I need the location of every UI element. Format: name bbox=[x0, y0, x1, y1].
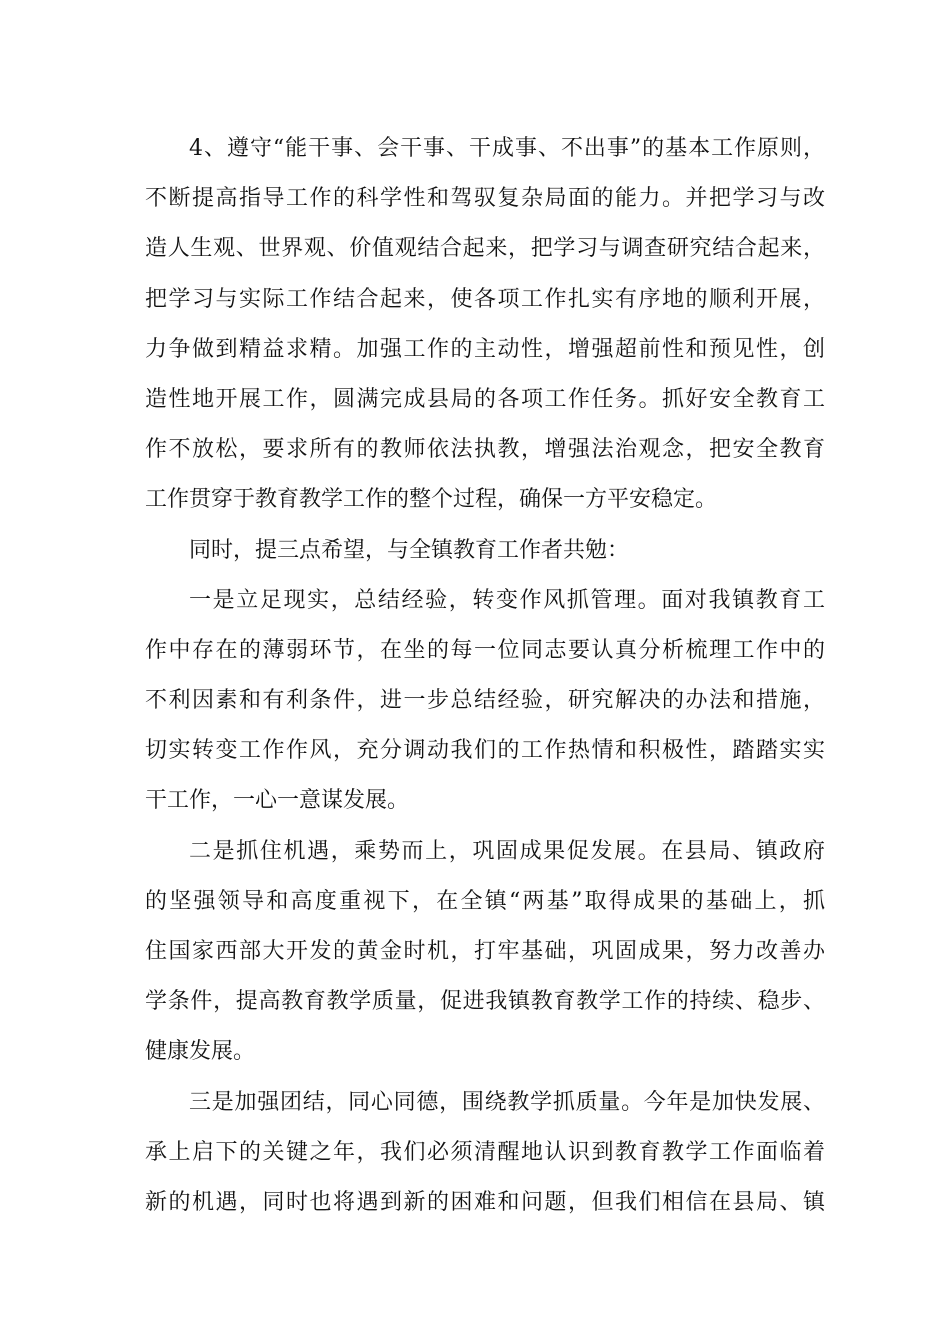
text-line: 三是加强团结，同心同德，围绕教学抓质量。今年是加快发展、 bbox=[189, 1089, 825, 1115]
text-line: 作中存在的薄弱环节，在坐的每一位同志要认真分析梳理工作中的 bbox=[145, 637, 825, 663]
text-line: 不断提高指导工作的科学性和驾驭复杂局面的能力。并把学习与改 bbox=[145, 186, 825, 212]
text-line: 力争做到精益求精。加强工作的主动性，增强超前性和预见性，创 bbox=[145, 336, 825, 362]
document-body bbox=[145, 124, 825, 1228]
text-line: 4、遵守“能干事、会干事、干成事、不出事”的基本工作原则， bbox=[189, 136, 825, 161]
text-line: 造性地开展工作，圆满完成县局的各项工作任务。抓好安全教育工 bbox=[145, 386, 825, 412]
text-line: 健康发展。 bbox=[145, 1039, 256, 1065]
text-line: 造人生观、世界观、价值观结合起来，把学习与调查研究结合起来， bbox=[145, 236, 825, 262]
text-line: 的坚强领导和高度重视下，在全镇“两基”取得成果的基础上，抓 bbox=[145, 888, 825, 914]
text-line: 二是抓住机遇，乘势而上，巩固成果促发展。在县局、镇政府 bbox=[189, 838, 825, 864]
text-line: 新的机遇，同时也将遇到新的困难和问题，但我们相信在县局、镇 bbox=[145, 1189, 825, 1215]
text-line: 作不放松，要求所有的教师依法执教，增强法治观念，把安全教育 bbox=[145, 437, 825, 463]
text-line: 不利因素和有利条件，进一步总结经验，研究解决的办法和措施， bbox=[145, 688, 825, 714]
text-line: 把学习与实际工作结合起来，使各项工作扎实有序地的顺利开展， bbox=[145, 286, 825, 312]
text-line: 切实转变工作作风，充分调动我们的工作热情和积极性，踏踏实实 bbox=[145, 738, 825, 764]
text-line: 工作贯穿于教育教学工作的整个过程，确保一方平安稳定。 bbox=[145, 487, 718, 513]
text-line: 住国家西部大开发的黄金时机，打牢基础，巩固成果，努力改善办 bbox=[145, 939, 825, 964]
text-line: 承上启下的关键之年，我们必须清醒地认识到教育教学工作面临着 bbox=[145, 1139, 825, 1165]
text-line: 一是立足现实，总结经验，转变作风抓管理。面对我镇教育工 bbox=[189, 587, 825, 613]
text-line: 同时，提三点希望，与全镇教育工作者共勉： bbox=[189, 537, 630, 563]
text-line: 学条件，提高教育教学质量，促进我镇教育教学工作的持续、稳步、 bbox=[145, 989, 825, 1015]
text-line: 干工作，一心一意谋发展。 bbox=[145, 788, 410, 814]
